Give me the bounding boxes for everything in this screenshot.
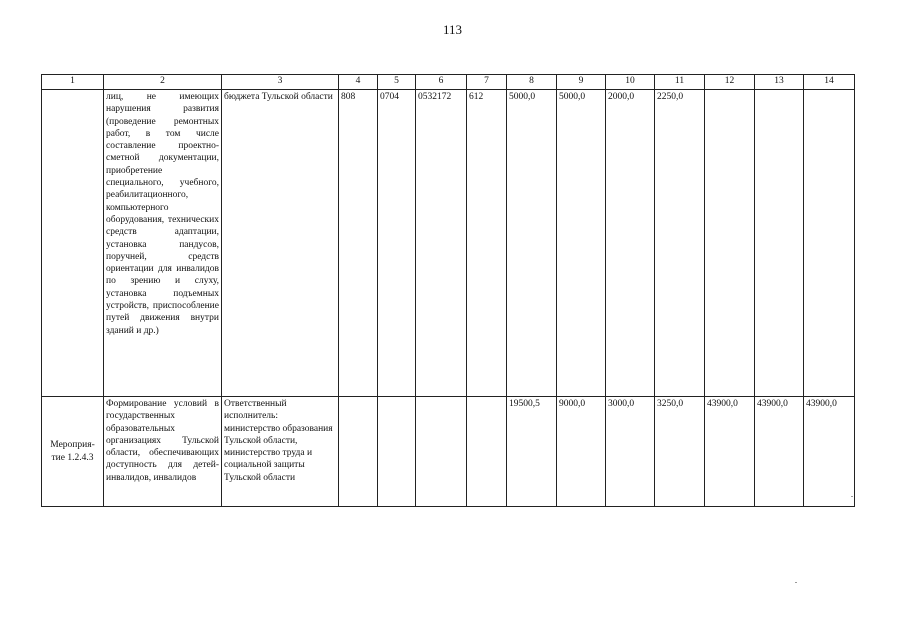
column-number-row	[42, 75, 855, 90]
value-cell: 0532172	[416, 90, 467, 397]
value-cell: 0704	[378, 90, 416, 397]
measure-code-cell	[42, 90, 104, 397]
value-cell: 43900,0	[804, 397, 855, 507]
column-number: 9	[557, 75, 606, 90]
column-number: 4	[339, 75, 378, 90]
column-number: 10	[606, 75, 655, 90]
table-row	[42, 90, 855, 397]
value-cell: 43900,0	[705, 397, 755, 507]
budget-table	[41, 74, 855, 507]
value-cell	[804, 90, 855, 397]
responsible-executor-cell: Ответственный исполнитель: министерство образования Тульской области, министерство труда и социальной защиты Тульской области	[222, 397, 339, 507]
column-number: 1	[42, 75, 104, 90]
table-row	[42, 397, 855, 507]
value-cell	[339, 397, 378, 507]
value-cell: 3250,0	[655, 397, 705, 507]
column-number: 3	[222, 75, 339, 90]
value-cell: 5000,0	[557, 90, 606, 397]
column-number: 5	[378, 75, 416, 90]
value-cell: 43900,0	[755, 397, 804, 507]
measure-code-cell: Мероприя- тие 1.2.4.3	[42, 397, 104, 507]
column-number: 7	[467, 75, 507, 90]
column-number: 2	[104, 75, 222, 90]
column-number: 13	[755, 75, 804, 90]
value-cell	[705, 90, 755, 397]
value-cell	[755, 90, 804, 397]
measure-description-cell: Формирование условий в государственных образовательных организациях Тульской области, обеспечивающих доступность для детей-инвалидов, инвалидов	[104, 397, 222, 507]
funding-source-cell: бюджета Тульской области	[222, 90, 339, 397]
scan-speck	[851, 496, 853, 497]
value-cell: 5000,0	[507, 90, 557, 397]
scan-speck	[795, 582, 797, 583]
column-number: 6	[416, 75, 467, 90]
column-number: 8	[507, 75, 557, 90]
column-number: 14	[804, 75, 855, 90]
measure-description-cell: лиц, не имеющих нарушения развития (проведение ремонтных работ, в том числе составление проектно-сметной документации, приобретение специального, учебного, реабилитационного, компьютерного оборудования, технических средств адаптации, установка пандусов, поручней, средств ориентации для инвалидов по зрению и слуху, установка подъемных устройств, приспособление путей движения внутри зданий и др.)	[104, 90, 222, 397]
value-cell	[416, 397, 467, 507]
value-cell: 2250,0	[655, 90, 705, 397]
column-number: 12	[705, 75, 755, 90]
value-cell	[378, 397, 416, 507]
value-cell: 808	[339, 90, 378, 397]
value-cell	[467, 397, 507, 507]
column-number: 11	[655, 75, 705, 90]
page-number: 113	[442, 22, 463, 37]
value-cell: 612	[467, 90, 507, 397]
value-cell: 3000,0	[606, 397, 655, 507]
value-cell: 19500,5	[507, 397, 557, 507]
value-cell: 2000,0	[606, 90, 655, 397]
value-cell: 9000,0	[557, 397, 606, 507]
